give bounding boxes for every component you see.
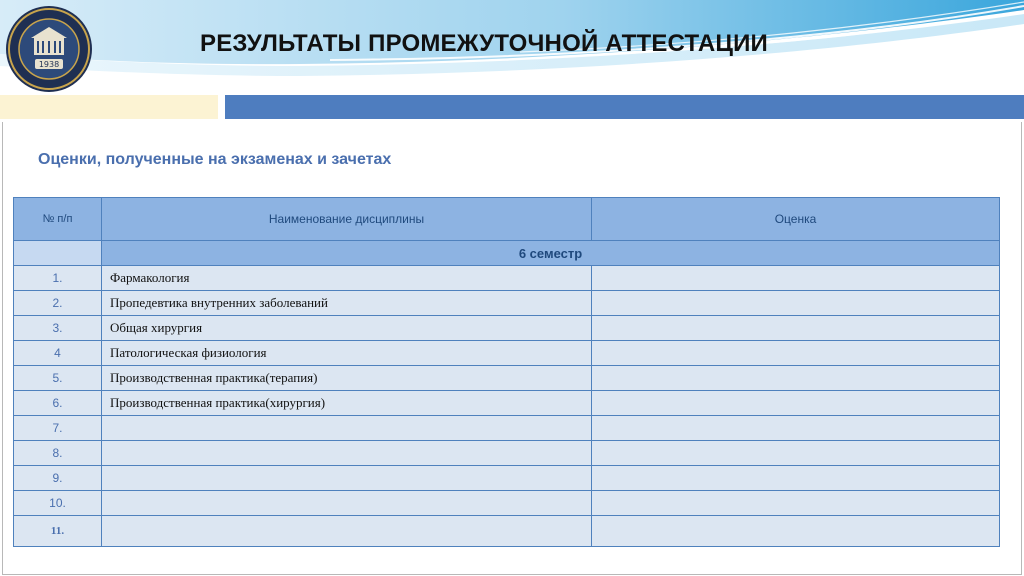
discipline-name: Пропедевтика внутренних заболеваний <box>102 291 592 316</box>
grade-cell[interactable] <box>592 416 1000 441</box>
table-row <box>14 341 1000 366</box>
page-title: РЕЗУЛЬТАТЫ ПРОМЕЖУТОЧНОЙ АТТЕСТАЦИИ <box>200 30 768 57</box>
discipline-name: Производственная практика(хирургия) <box>102 391 592 416</box>
university-emblem-icon <box>5 5 93 93</box>
table-row <box>14 416 1000 441</box>
grade-cell[interactable] <box>592 291 1000 316</box>
grade-cell[interactable] <box>592 491 1000 516</box>
semester-label: 6 семестр <box>102 241 1000 266</box>
grade-cell[interactable] <box>592 391 1000 416</box>
discipline-name: Производственная практика(терапия) <box>102 366 592 391</box>
table-row <box>14 266 1000 291</box>
table-row <box>14 491 1000 516</box>
row-number: 11. <box>14 516 102 547</box>
row-number: 7. <box>14 416 102 441</box>
discipline-name <box>102 466 592 491</box>
semester-row <box>14 241 1000 266</box>
section-subtitle: Оценки, полученные на экзаменах и зачетах <box>38 151 392 168</box>
table-row <box>14 466 1000 491</box>
logo-year: 1938 <box>38 60 60 69</box>
discipline-name <box>102 416 592 441</box>
discipline-name: Общая хирургия <box>102 316 592 341</box>
grade-cell[interactable] <box>592 266 1000 291</box>
row-number: 10. <box>14 491 102 516</box>
table-row <box>14 316 1000 341</box>
column-header-discipline: Наименование дисциплины <box>102 198 592 241</box>
discipline-name <box>102 441 592 466</box>
grade-cell[interactable] <box>592 441 1000 466</box>
grade-cell[interactable] <box>592 466 1000 491</box>
table-row <box>14 516 1000 547</box>
row-number: 4 <box>14 341 102 366</box>
grade-cell[interactable] <box>592 516 1000 547</box>
discipline-name: Патологическая физиология <box>102 341 592 366</box>
column-header-number: № п/п <box>14 198 102 241</box>
row-number: 9. <box>14 466 102 491</box>
row-number: 2. <box>14 291 102 316</box>
discipline-name: Фармакология <box>102 266 592 291</box>
header-bar-left <box>0 95 218 119</box>
column-header-grade: Оценка <box>592 198 1000 241</box>
semester-spacer-cell <box>14 241 102 266</box>
table-row <box>14 366 1000 391</box>
grade-cell[interactable] <box>592 366 1000 391</box>
grade-cell[interactable] <box>592 341 1000 366</box>
grade-cell[interactable] <box>592 316 1000 341</box>
row-number: 6. <box>14 391 102 416</box>
grades-table <box>13 197 1000 547</box>
discipline-name <box>102 516 592 547</box>
table-row <box>14 291 1000 316</box>
table-header-row <box>14 198 1000 241</box>
row-number: 3. <box>14 316 102 341</box>
row-number: 5. <box>14 366 102 391</box>
row-number: 8. <box>14 441 102 466</box>
table-row <box>14 391 1000 416</box>
row-number: 1. <box>14 266 102 291</box>
table-row <box>14 441 1000 466</box>
header-bar-right <box>225 95 1024 119</box>
discipline-name <box>102 491 592 516</box>
